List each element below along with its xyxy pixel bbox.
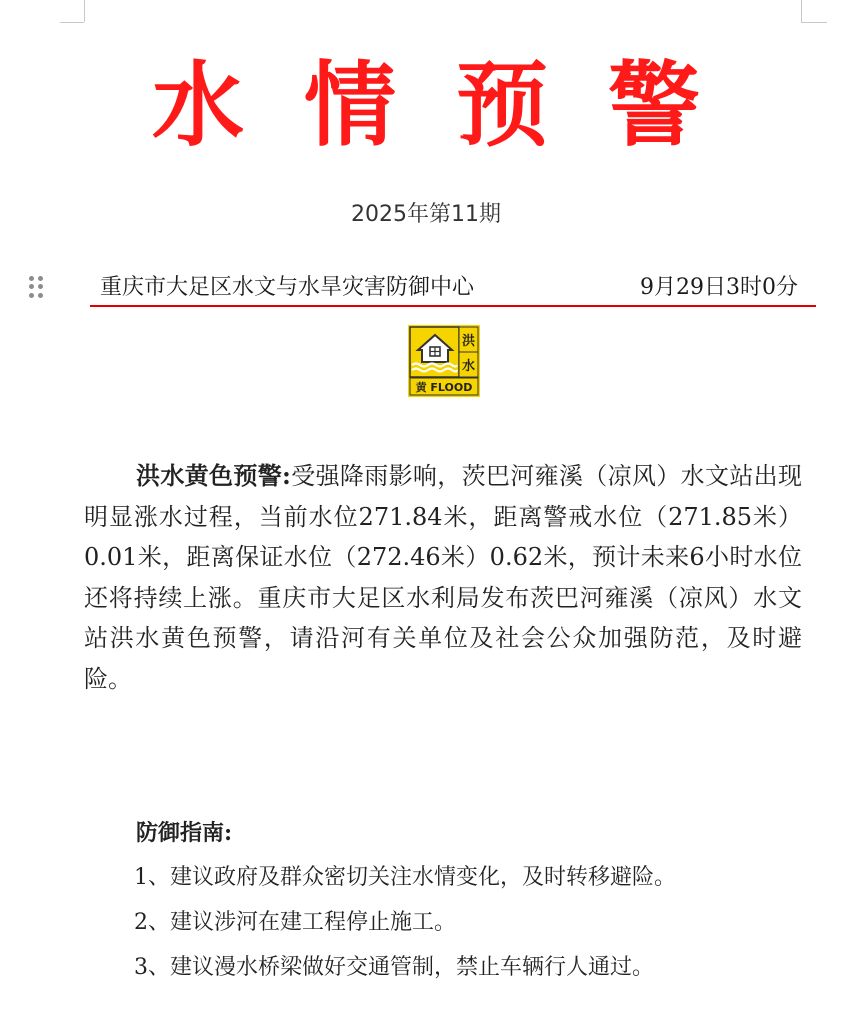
issuer-line [100,272,810,304]
issue-number: 2025年第11期 [351,202,501,227]
guide-list [134,858,676,993]
badge-level-label: 黄 FLOOD [415,381,473,394]
page-corner-mark [84,0,85,22]
page-corner-mark [801,22,827,23]
guide-item: 3、建议漫水桥梁做好交通管制，禁止车辆行人通过。 [134,955,654,980]
warning-body: 受强降雨影响，茨巴河雍溪（凉风）水文站出现明显涨水过程，当前水位271.84米，距离警戒水位（271.85米）0.01米，距离保证水位（272.46米）0.62米，预计未来6小时水位还将持续上涨。重庆市大足区水利局发布茨巴河雍溪（凉风）水文站洪水黄色预警，请沿河有关单位及社会公众加强防范，及时避险。 [84,462,802,693]
guide-item: 2、建议涉河在建工程停止施工。 [134,910,456,935]
flood-yellow-warning-icon [408,325,480,397]
document-title: 水情预警 [151,51,760,159]
page-corner-mark [60,22,84,23]
issue-datetime: 9月29日3时0分 [640,275,798,300]
drag-handle-icon[interactable] [29,276,43,298]
badge-label-bottom: 水 [461,359,476,374]
guide-title: 防御指南: [136,820,233,846]
page-corner-mark [801,0,802,22]
warning-paragraph [84,456,802,699]
issuer-organization: 重庆市大足区水文与水旱灾害防御中心 [100,275,475,300]
guide-item: 1、建议政府及群众密切关注水情变化，及时转移避险。 [134,865,676,890]
warning-lead: 洪水黄色预警: [136,461,291,490]
badge-label-top: 洪 [461,334,476,349]
red-divider [90,305,816,307]
